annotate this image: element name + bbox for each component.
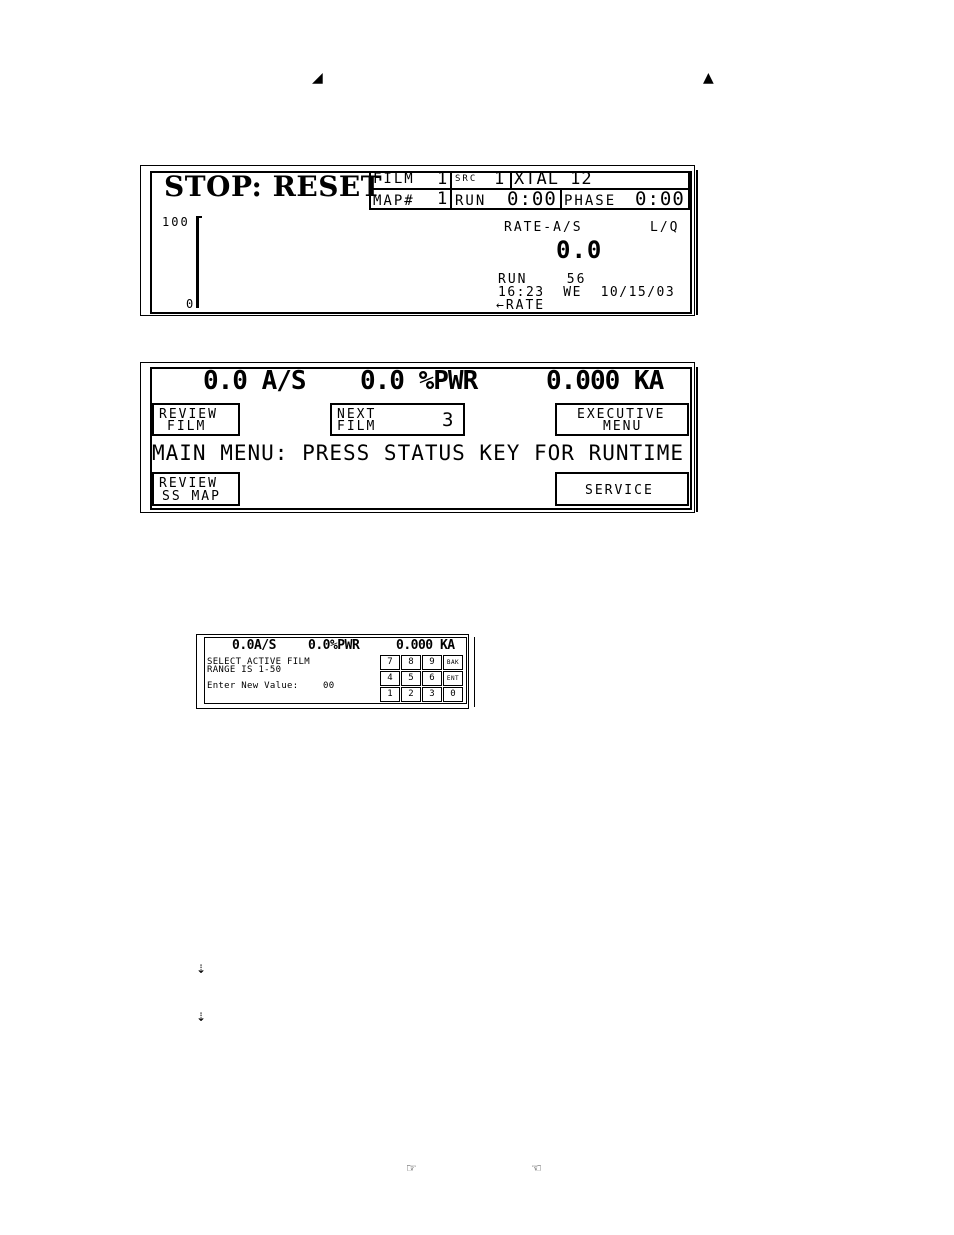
keypad-key-2[interactable]: 2 (401, 687, 421, 702)
prompt-line-1: SELECT ACTIVE FILM (207, 657, 310, 667)
enter-value-field[interactable]: 00 (323, 681, 335, 691)
phase-time: 0:00 (635, 188, 685, 210)
rate-bar-axis (196, 216, 199, 308)
next-film-number: 3 (442, 409, 456, 431)
main-menu-shadow (696, 367, 698, 512)
rate-value: 0.0 (556, 236, 603, 264)
pointing-hand-right-icon: ☞ (406, 1161, 417, 1175)
keypad-key-5[interactable]: 5 (401, 671, 421, 686)
axis-top-label: 100 (162, 215, 190, 229)
next-film-button[interactable] (330, 403, 465, 436)
review-ss-label-2: SS MAP (162, 489, 221, 504)
keypad-key-4[interactable]: 4 (380, 671, 400, 686)
film-label: FILM (373, 171, 415, 187)
hatched-wedge-icon: ◢ (312, 70, 323, 86)
down-arrow-icon: ⇣ (196, 962, 207, 976)
axis-bottom-label: 0 (186, 297, 196, 311)
axis-top-tick (196, 216, 202, 218)
keypad-key-8[interactable]: 8 (401, 655, 421, 670)
keypad-rate-readout: 0.0A/S (232, 638, 276, 653)
service-label: SERVICE (585, 483, 654, 498)
main-menu-message: MAIN MENU: PRESS STATUS KEY FOR RUNTIME (152, 441, 685, 465)
run-time: 0:00 (507, 188, 557, 210)
phase-label: PHASE (564, 193, 617, 209)
keypad-key-1[interactable]: 1 (380, 687, 400, 702)
run-label: RUN (455, 193, 487, 209)
executive-menu-label-1: EXECUTIVE (577, 407, 666, 422)
keypad-key-9[interactable]: 9 (422, 655, 442, 670)
review-film-label-2: FILM (167, 419, 207, 434)
executive-menu-label-2: MENU (603, 419, 643, 434)
src-label: SRC (455, 174, 478, 184)
prompt-line-2: RANGE IS 1-50 (207, 665, 282, 675)
keypad-key-0[interactable]: 0 (443, 687, 463, 702)
review-ss-map-button[interactable] (152, 472, 240, 506)
enter-value-label: Enter New Value: (207, 681, 299, 691)
keypad-key-bak[interactable]: BAK (443, 655, 463, 670)
next-film-label-1: NEXT (337, 407, 377, 422)
status-screen-shadow (696, 170, 698, 315)
rate-arrow-label: ←RATE (496, 298, 546, 313)
rate-readout: 0.0 A/S (203, 366, 306, 396)
thickness-readout: 0.000 KA (546, 366, 664, 396)
xtal-label: XTAL 12 (514, 169, 593, 189)
keypad-key-6[interactable]: 6 (422, 671, 442, 686)
rate-label: RATE-A/S (504, 220, 583, 235)
datetime: 16:23 WE 10/15/03 (498, 285, 676, 300)
hatched-triangle-icon: ▲ (703, 70, 714, 86)
review-film-label-1: REVIEW (159, 407, 218, 422)
keypad-key-7[interactable]: 7 (380, 655, 400, 670)
review-film-button[interactable] (152, 403, 240, 436)
next-film-label-2: FILM (337, 419, 377, 434)
keypad-power-readout: 0.0%PWR (308, 638, 360, 653)
executive-menu-button[interactable] (555, 403, 689, 436)
map-label: MAP# (373, 193, 415, 209)
down-arrow-icon: ⇣ (196, 1010, 207, 1024)
film-select-shadow (474, 637, 475, 707)
run-count: RUN 56 (498, 272, 587, 287)
src-value: 1 (494, 169, 506, 189)
keypad-key-ent[interactable]: ENT (443, 671, 463, 686)
lq-label: L/Q (650, 220, 680, 235)
service-button[interactable] (555, 472, 689, 506)
power-readout: 0.0 %PWR (360, 366, 478, 396)
keypad-thickness-readout: 0.000 KA (396, 638, 455, 653)
keypad-key-3[interactable]: 3 (422, 687, 442, 702)
film-value: 1 (437, 169, 449, 189)
page-title: STOP: RESET (164, 170, 383, 203)
map-value: 1 (437, 189, 449, 209)
review-ss-label-1: REVIEW (159, 476, 218, 491)
pointing-hand-left-icon: ☜ (531, 1161, 542, 1175)
